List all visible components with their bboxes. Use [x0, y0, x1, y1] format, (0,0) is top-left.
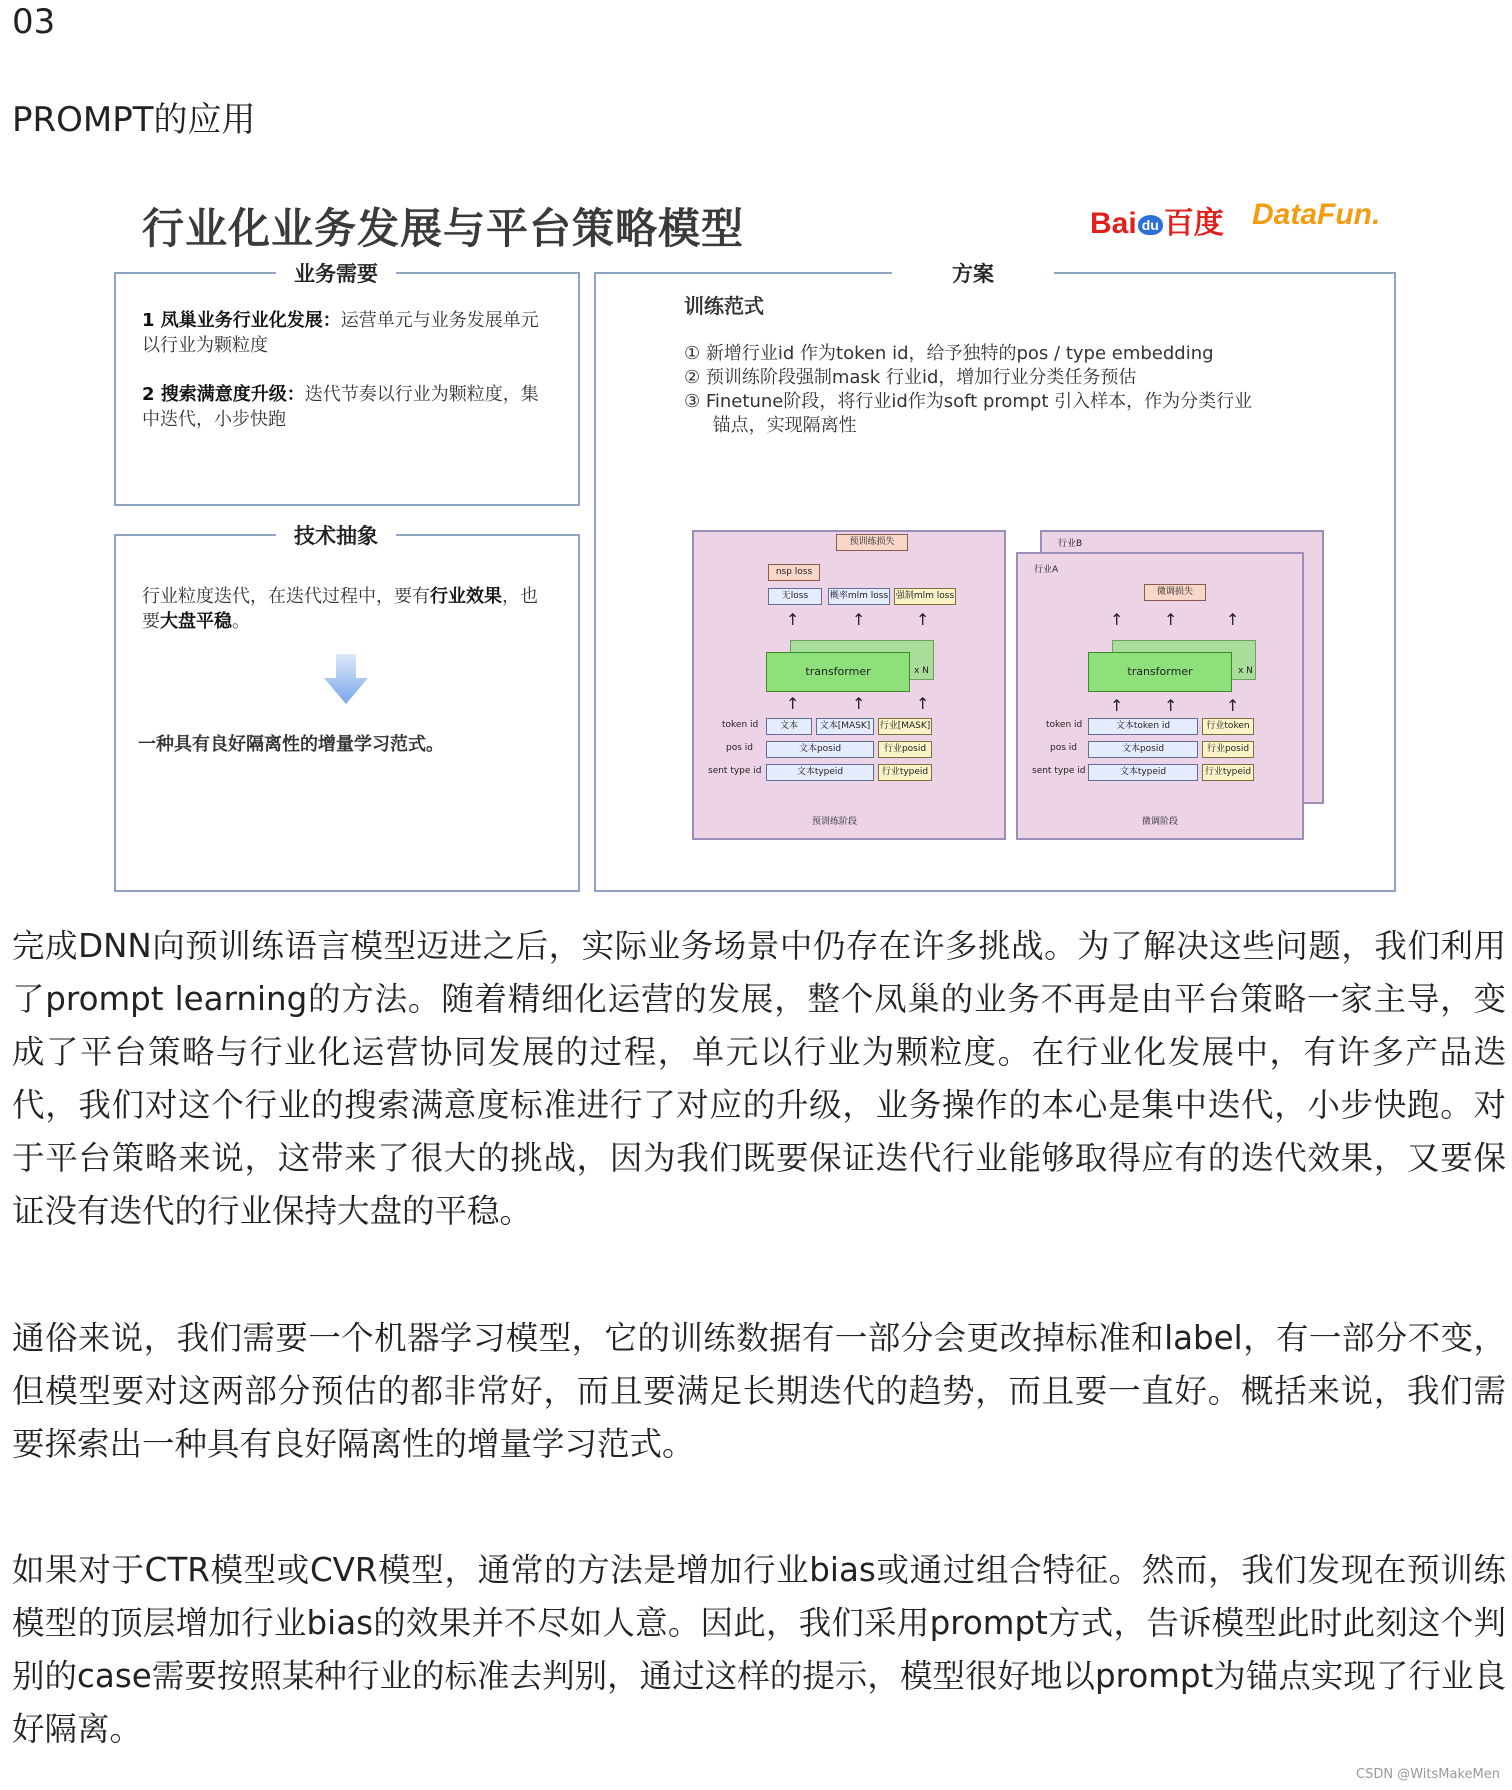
slide-image: [110, 186, 1410, 896]
transformer-block: transformer: [1088, 652, 1232, 692]
csdn-watermark: CSDN @WitsMakeMen: [1356, 1767, 1500, 1782]
type-box: 文本typeid: [1088, 764, 1198, 781]
arrow-up-icon: ↑: [852, 610, 866, 629]
pretrain-diagram: [692, 530, 1006, 840]
arrow-up-icon: ↑: [852, 694, 866, 713]
arrow-up-icon: ↑: [1164, 610, 1178, 629]
arrow-up-icon: ↑: [786, 610, 800, 629]
nsp-loss-box: nsp loss: [768, 564, 820, 581]
solution-list: [684, 342, 1364, 438]
tech-abstraction-panel: [114, 524, 580, 892]
solution-heading: 方案: [892, 258, 1054, 288]
loss-box-3: 强制mlm loss: [894, 588, 956, 605]
business-needs-heading: 业务需要: [276, 258, 396, 288]
arrow-up-icon: ↑: [1226, 696, 1240, 715]
pos-box: 文本posid: [1088, 741, 1198, 758]
industry-a-label: 行业A: [1034, 565, 1059, 575]
tech-conclusion: 一种具有良好隔离性的增量学习范式。: [138, 734, 444, 755]
arrow-up-icon: ↑: [1110, 610, 1124, 629]
arrow-up-icon: ↑: [916, 694, 930, 713]
down-arrow-icon: [324, 654, 368, 704]
arrow-up-icon: ↑: [1164, 696, 1178, 715]
row-label: token id: [1046, 720, 1083, 730]
solution-item: ② 预训练阶段强制mask 行业id，增加行业分类任务预估: [684, 367, 1137, 388]
arrow-up-icon: ↑: [1110, 696, 1124, 715]
pos-box: 行业posid: [1202, 741, 1254, 758]
token-box: 行业[MASK]: [878, 718, 932, 735]
diagram-caption: 预训练阶段: [812, 817, 858, 827]
token-box: 文本[MASK]: [816, 718, 874, 735]
finetune-diagram: [1016, 552, 1304, 840]
solution-panel: [594, 262, 1396, 892]
section-title: PROMPT的应用: [12, 100, 256, 140]
business-item-1: 1 凤巢业务行业化发展：运营单元与业务发展单元以行业为颗粒度: [142, 310, 539, 356]
type-box: 文本typeid: [766, 764, 874, 781]
industry-b-label: 行业B: [1058, 539, 1083, 549]
arrow-up-icon: ↑: [786, 694, 800, 713]
solution-item: 锚点，实现隔离性: [684, 415, 857, 436]
row-label: sent type id: [708, 766, 762, 776]
paragraph-2: 通俗来说，我们需要一个机器学习模型，它的训练数据有一部分会更改掉标准和label，有一部分不变，但模型要对这两部分预估的都非常好，而且要满足长期迭代的趋势，而且要一直好。概括来说，我们需要探索出一种具有良好隔离性的增量学习范式。: [12, 1319, 1506, 1463]
transformer-block: transformer: [766, 652, 910, 692]
pos-box: 行业posid: [878, 741, 932, 758]
repeat-label: x N: [1238, 666, 1253, 676]
business-item-2: 2 搜索满意度升级：迭代节奏以行业为颗粒度，集中迭代，小步快跑: [142, 384, 539, 430]
token-box: 行业token: [1202, 718, 1254, 735]
diagram-caption: 微调阶段: [1142, 817, 1179, 827]
solution-item: ① 新增行业id 作为token id，给予独特的pos / type embedding: [684, 343, 1214, 364]
token-box: 文本token id: [1088, 718, 1198, 735]
pretrain-loss-box: 预训练损失: [836, 534, 908, 551]
type-box: 行业typeid: [1202, 764, 1254, 781]
repeat-label: x N: [914, 666, 929, 676]
paragraph-3: 如果对于CTR模型或CVR模型，通常的方法是增加行业bias或通过组合特征。然而，我们发现在预训练模型的顶层增加行业bias的效果并不尽如人意。因此，我们采用prompt方式，告诉模型此时此刻这个判别的case需要按照某种行业的标准去判别，通过这样的提示，模型很好地以prompt为锚点实现了行业良好隔离。: [12, 1551, 1506, 1748]
pos-box: 文本posid: [766, 741, 874, 758]
tech-abstraction-heading: 技术抽象: [276, 520, 396, 550]
solution-subheading: 训练范式: [684, 294, 764, 318]
tech-abstraction-text: 行业粒度迭代，在迭代过程中，要有行业效果，也要大盘平稳。: [142, 586, 538, 632]
arrow-up-icon: ↑: [1226, 610, 1240, 629]
row-label: pos id: [726, 743, 753, 753]
section-number: 03: [12, 2, 56, 42]
slide-title: 行业化业务发展与平台策略模型: [142, 204, 745, 253]
baidu-logo: Bai du 百度: [1090, 207, 1224, 240]
loss-box-1: 无loss: [768, 588, 822, 605]
row-label: token id: [722, 720, 759, 730]
datafun-logo: DataFun.: [1252, 198, 1381, 231]
type-box: 行业typeid: [878, 764, 932, 781]
solution-item: ③ Finetune阶段，将行业id作为soft prompt 引入样本，作为分类行业: [684, 391, 1253, 412]
loss-box-2: 概率mlm loss: [828, 588, 890, 605]
paragraph-1: 完成DNN向预训练语言模型迈进之后，实际业务场景中仍存在许多挑战。为了解决这些问题，我们利用了prompt learning的方法。随着精细化运营的发展，整个凤巢的业务不再是由平台策略一家主导，变成了平台策略与行业化运营协同发展的过程，单元以行业为颗粒度。在行业化发展中，有许多产品迭代，我们对这个行业的搜索满意度标准进行了对应的升级，业务操作的本心是集中迭代，小步快跑。对于平台策略来说，这带来了很大的挑战，因为我们既要保证迭代行业能够取得应有的迭代效果，又要保证没有迭代的行业保持大盘的平稳。: [12, 927, 1506, 1230]
business-needs-panel: [114, 262, 580, 506]
arrow-up-icon: ↑: [916, 610, 930, 629]
row-label: pos id: [1050, 743, 1077, 753]
finetune-loss-box: 微调损失: [1144, 584, 1206, 601]
token-box: 文本: [766, 718, 812, 735]
row-label: sent type id: [1032, 766, 1086, 776]
